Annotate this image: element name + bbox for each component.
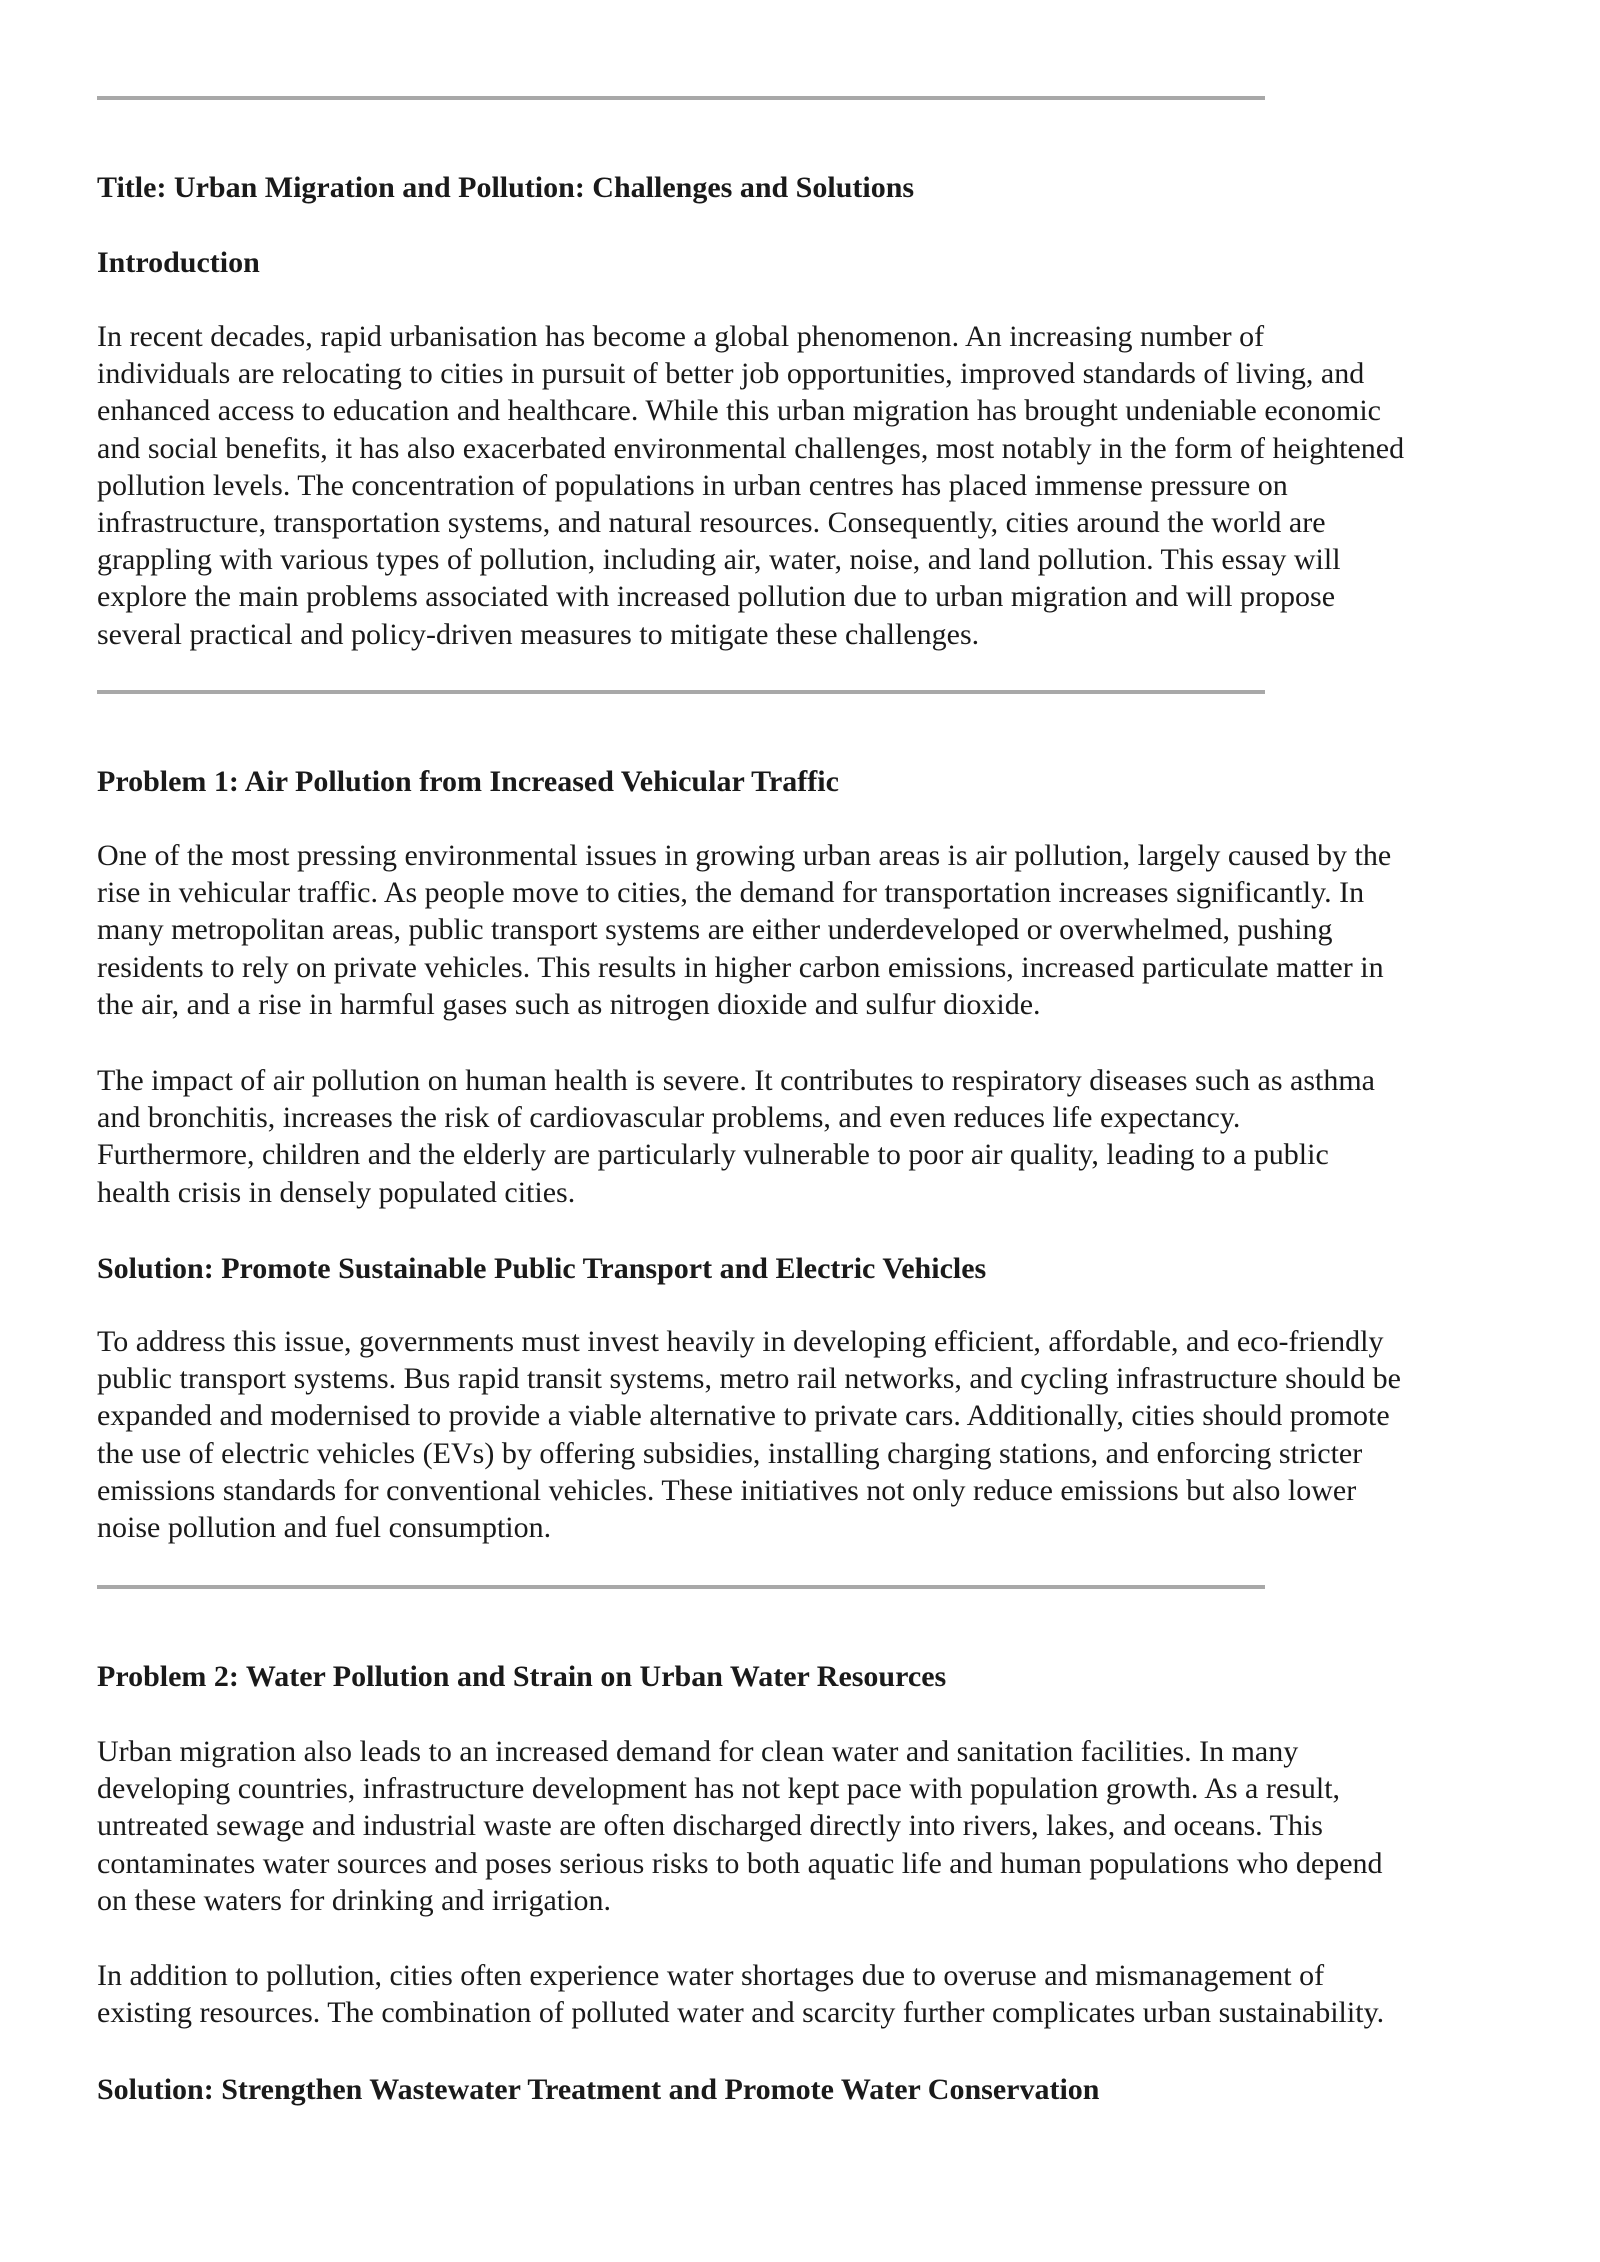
horizontal-divider xyxy=(97,1585,1265,1589)
text-line: noise pollution and fuel consumption. xyxy=(97,1511,552,1545)
text-line: To address this issue, governments must invest heavily in developing efficient, affordable, and eco-friendly xyxy=(97,1325,1384,1358)
section-heading-problem-1: Problem 1: Air Pollution from Increased Vehicular Traffic xyxy=(97,765,839,798)
text-line: Furthermore, children and the elderly are particularly vulnerable to poor air quality, leading to a public xyxy=(97,1138,1329,1172)
text-line: pollution levels. The concentration of populations in urban centres has placed immense pressure on xyxy=(97,468,1288,502)
text-line: untreated sewage and industrial waste are often discharged directly into rivers, lakes, and oceans. This xyxy=(97,1809,1323,1843)
text-line: The impact of air pollution on human health is severe. It contributes to respiratory diseases such as asthma xyxy=(97,1064,1375,1097)
horizontal-divider xyxy=(97,96,1265,100)
problem-1-impact-paragraph xyxy=(97,1062,1517,1211)
text-line: In recent decades, rapid urbanisation has become a global phenomenon. An increasing number of xyxy=(97,320,1265,353)
text-line: expanded and modernised to provide a viable alternative to private cars. Additionally, cities should promote xyxy=(97,1399,1390,1433)
text-line: residents to rely on private vehicles. This results in higher carbon emissions, increased particulate matter in xyxy=(97,950,1384,984)
text-line: infrastructure, transportation systems, and natural resources. Consequently, cities around the world are xyxy=(97,506,1326,540)
text-line: the air, and a rise in harmful gases such as nitrogen dioxide and sulfur dioxide. xyxy=(97,987,1041,1021)
problem-2-shortage-paragraph xyxy=(97,1957,1517,2031)
solution-1-paragraph xyxy=(97,1323,1517,1546)
problem-1-paragraph xyxy=(97,837,1517,1023)
text-line: In addition to pollution, cities often experience water shortages due to overuse and mismanagement of xyxy=(97,1959,1325,1992)
text-line: rise in vehicular traffic. As people move to cities, the demand for transportation increases significantly. In xyxy=(97,876,1365,910)
text-line: and social benefits, it has also exacerbated environmental challenges, most notably in the form of heightened xyxy=(97,431,1405,465)
section-heading-introduction: Introduction xyxy=(97,246,260,279)
horizontal-divider xyxy=(97,690,1265,694)
text-line: many metropolitan areas, public transport systems are either underdeveloped or overwhelmed, pushing xyxy=(97,913,1333,947)
text-line: grappling with various types of pollution, including air, water, noise, and land pollution. This essay will xyxy=(97,543,1341,577)
text-line: explore the main problems associated with increased pollution due to urban migration and will propose xyxy=(97,580,1336,614)
section-heading-problem-2: Problem 2: Water Pollution and Strain on Urban Water Resources xyxy=(97,1660,947,1693)
text-line: Urban migration also leads to an increased demand for clean water and sanitation facilities. In many xyxy=(97,1735,1299,1768)
text-line: One of the most pressing environmental issues in growing urban areas is air pollution, largely caused by the xyxy=(97,839,1392,872)
intro-paragraph xyxy=(97,318,1517,653)
solution-heading-1: Solution: Promote Sustainable Public Transport and Electric Vehicles xyxy=(97,1252,987,1285)
text-line: emissions standards for conventional vehicles. These initiatives not only reduce emissions but also lower xyxy=(97,1473,1357,1507)
text-line: enhanced access to education and healthcare. While this urban migration has brought undeniable economic xyxy=(97,394,1381,428)
text-line: several practical and policy-driven measures to mitigate these challenges. xyxy=(97,617,980,651)
text-line: on these waters for drinking and irrigation. xyxy=(97,1883,612,1917)
problem-2-paragraph xyxy=(97,1733,1517,1919)
text-line: individuals are relocating to cities in pursuit of better job opportunities, improved standards of living, and xyxy=(97,357,1365,391)
text-line: public transport systems. Bus rapid transit systems, metro rail networks, and cycling infrastructure should be xyxy=(97,1362,1401,1396)
text-line: existing resources. The combination of polluted water and scarcity further complicates urban sustainability. xyxy=(97,1996,1385,2030)
solution-heading-2: Solution: Strengthen Wastewater Treatment and Promote Water Conservation xyxy=(97,2073,1100,2106)
text-line: and bronchitis, increases the risk of cardiovascular problems, and even reduces life expectancy. xyxy=(97,1101,1241,1135)
text-line: health crisis in densely populated cities. xyxy=(97,1175,576,1209)
text-line: developing countries, infrastructure development has not kept pace with population growth. As a result, xyxy=(97,1772,1341,1806)
text-line: contaminates water sources and poses serious risks to both aquatic life and human populations who depend xyxy=(97,1846,1383,1880)
text-line: the use of electric vehicles (EVs) by offering subsidies, installing charging stations, and enforcing stricter xyxy=(97,1436,1363,1470)
document-title: Title: Urban Migration and Pollution: Challenges and Solutions xyxy=(97,171,915,204)
